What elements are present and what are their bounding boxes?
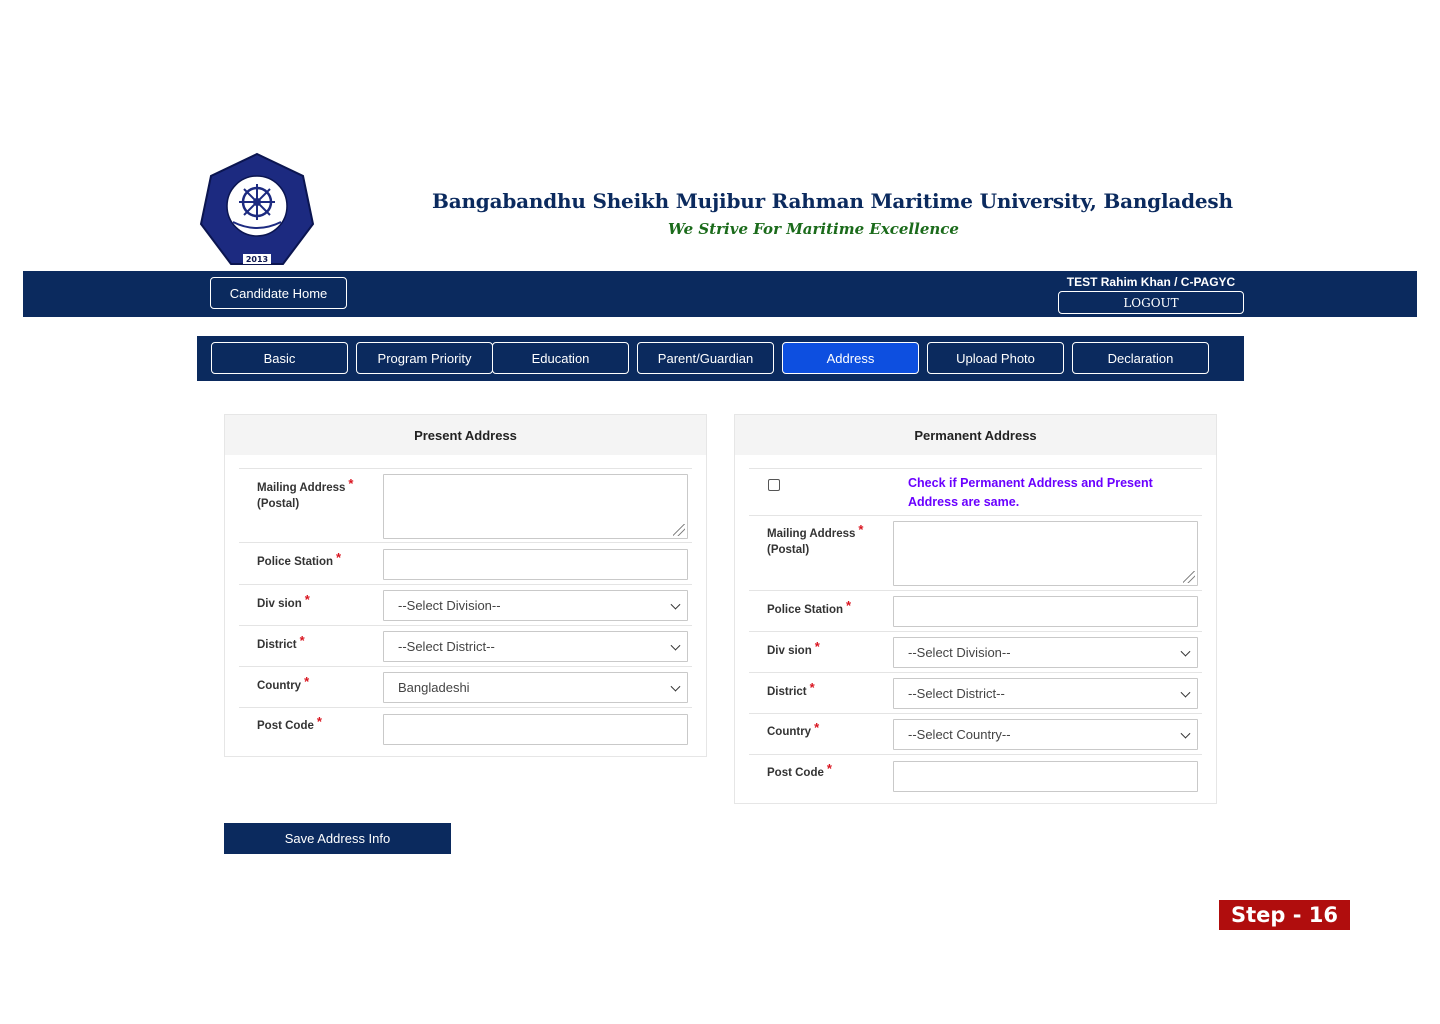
chevron-down-icon xyxy=(1181,728,1191,738)
tab-upload-photo[interactable]: Upload Photo xyxy=(927,342,1064,374)
chevron-down-icon xyxy=(671,640,681,650)
user-label: TEST Rahim Khan / C-PAGYC xyxy=(1066,275,1236,289)
present-division-row xyxy=(239,584,692,625)
chevron-down-icon xyxy=(671,599,681,609)
present-mailing-textarea[interactable] xyxy=(383,474,688,539)
present-district-value: --Select District-- xyxy=(398,639,495,654)
candidate-home-button[interactable]: Candidate Home xyxy=(210,277,347,309)
save-address-button[interactable]: Save Address Info xyxy=(224,823,451,854)
same-address-checkbox[interactable] xyxy=(768,479,780,491)
present-postcode-row xyxy=(239,707,692,751)
present-mailing-row xyxy=(239,468,692,542)
permanent-address-title: Permanent Address xyxy=(735,415,1216,455)
permanent-district-label: District xyxy=(767,686,807,698)
present-mailing-label: Mailing Address xyxy=(257,482,346,494)
present-district-select[interactable] xyxy=(383,631,688,662)
required-mark: * xyxy=(826,761,832,776)
required-mark: * xyxy=(304,674,310,689)
present-address-panel xyxy=(224,414,707,757)
present-country-value: Bangladeshi xyxy=(398,680,470,695)
permanent-district-value: --Select District-- xyxy=(908,686,1005,701)
present-mailing-label-postal: (Postal) xyxy=(257,498,300,510)
present-address-title: Present Address xyxy=(225,415,706,455)
logout-button[interactable]: LOGOUT xyxy=(1058,291,1244,314)
tab-program-priority[interactable]: Program Priority xyxy=(356,342,493,374)
required-mark: * xyxy=(336,550,342,565)
required-mark: * xyxy=(348,476,354,491)
required-mark: * xyxy=(814,720,820,735)
permanent-district-select[interactable] xyxy=(893,678,1198,709)
required-mark: * xyxy=(316,714,322,729)
permanent-mailing-label: Mailing Address xyxy=(767,528,856,540)
permanent-country-select[interactable] xyxy=(893,719,1198,750)
permanent-postcode-input[interactable] xyxy=(893,761,1198,792)
permanent-police-input[interactable] xyxy=(893,596,1198,627)
present-postcode-label: Post Code xyxy=(257,720,314,732)
same-address-text[interactable]: Check if Permanent Address and Present Address are same. xyxy=(908,476,1153,509)
present-police-input[interactable] xyxy=(383,549,688,580)
permanent-country-row xyxy=(749,713,1202,754)
logo-year: 2013 xyxy=(245,255,269,264)
permanent-address-panel xyxy=(734,414,1217,804)
permanent-division-value: --Select Division-- xyxy=(908,645,1011,660)
required-mark: * xyxy=(809,680,815,695)
permanent-district-row xyxy=(749,672,1202,713)
present-country-select[interactable] xyxy=(383,672,688,703)
permanent-mailing-label-postal: (Postal) xyxy=(767,544,810,556)
present-district-row xyxy=(239,625,692,666)
permanent-police-row xyxy=(749,590,1202,631)
permanent-division-label: Div sion xyxy=(767,645,812,657)
tab-declaration[interactable]: Declaration xyxy=(1072,342,1209,374)
present-country-label: Country xyxy=(257,680,302,692)
required-mark: * xyxy=(304,592,310,607)
university-title: Bangabandhu Sheikh Mujibur Rahman Maritime University, Bangladesh xyxy=(432,189,1233,213)
tab-parent-guardian[interactable]: Parent/Guardian xyxy=(637,342,774,374)
tab-basic[interactable]: Basic xyxy=(211,342,348,374)
required-mark: * xyxy=(858,522,864,537)
chevron-down-icon xyxy=(671,681,681,691)
permanent-postcode-label: Post Code xyxy=(767,767,824,779)
present-police-label: Police Station xyxy=(257,556,334,568)
permanent-mailing-textarea[interactable] xyxy=(893,521,1198,586)
permanent-country-value: --Select Country-- xyxy=(908,727,1011,742)
chevron-down-icon xyxy=(1181,687,1191,697)
chevron-down-icon xyxy=(1181,646,1191,656)
permanent-country-label: Country xyxy=(767,726,812,738)
permanent-mailing-row xyxy=(749,515,1202,590)
present-division-label: Div sion xyxy=(257,598,302,610)
required-mark: * xyxy=(299,633,305,648)
required-mark: * xyxy=(846,598,852,613)
permanent-division-row xyxy=(749,631,1202,672)
present-division-select[interactable] xyxy=(383,590,688,621)
present-postcode-input[interactable] xyxy=(383,714,688,745)
present-division-value: --Select Division-- xyxy=(398,598,501,613)
permanent-postcode-row xyxy=(749,754,1202,794)
resize-grip-icon[interactable] xyxy=(673,524,685,536)
university-motto: We Strive For Maritime Excellence xyxy=(668,220,959,238)
present-country-row xyxy=(239,666,692,707)
tab-address[interactable]: Address xyxy=(782,342,919,374)
step-badge: Step - 16 xyxy=(1219,900,1350,930)
permanent-police-label: Police Station xyxy=(767,604,844,616)
required-mark: * xyxy=(814,639,820,654)
university-logo xyxy=(197,150,317,270)
permanent-division-select[interactable] xyxy=(893,637,1198,668)
present-police-row xyxy=(239,542,692,584)
resize-grip-icon[interactable] xyxy=(1183,571,1195,583)
present-district-label: District xyxy=(257,639,297,651)
tab-education[interactable]: Education xyxy=(492,342,629,374)
same-address-row xyxy=(749,468,1202,515)
